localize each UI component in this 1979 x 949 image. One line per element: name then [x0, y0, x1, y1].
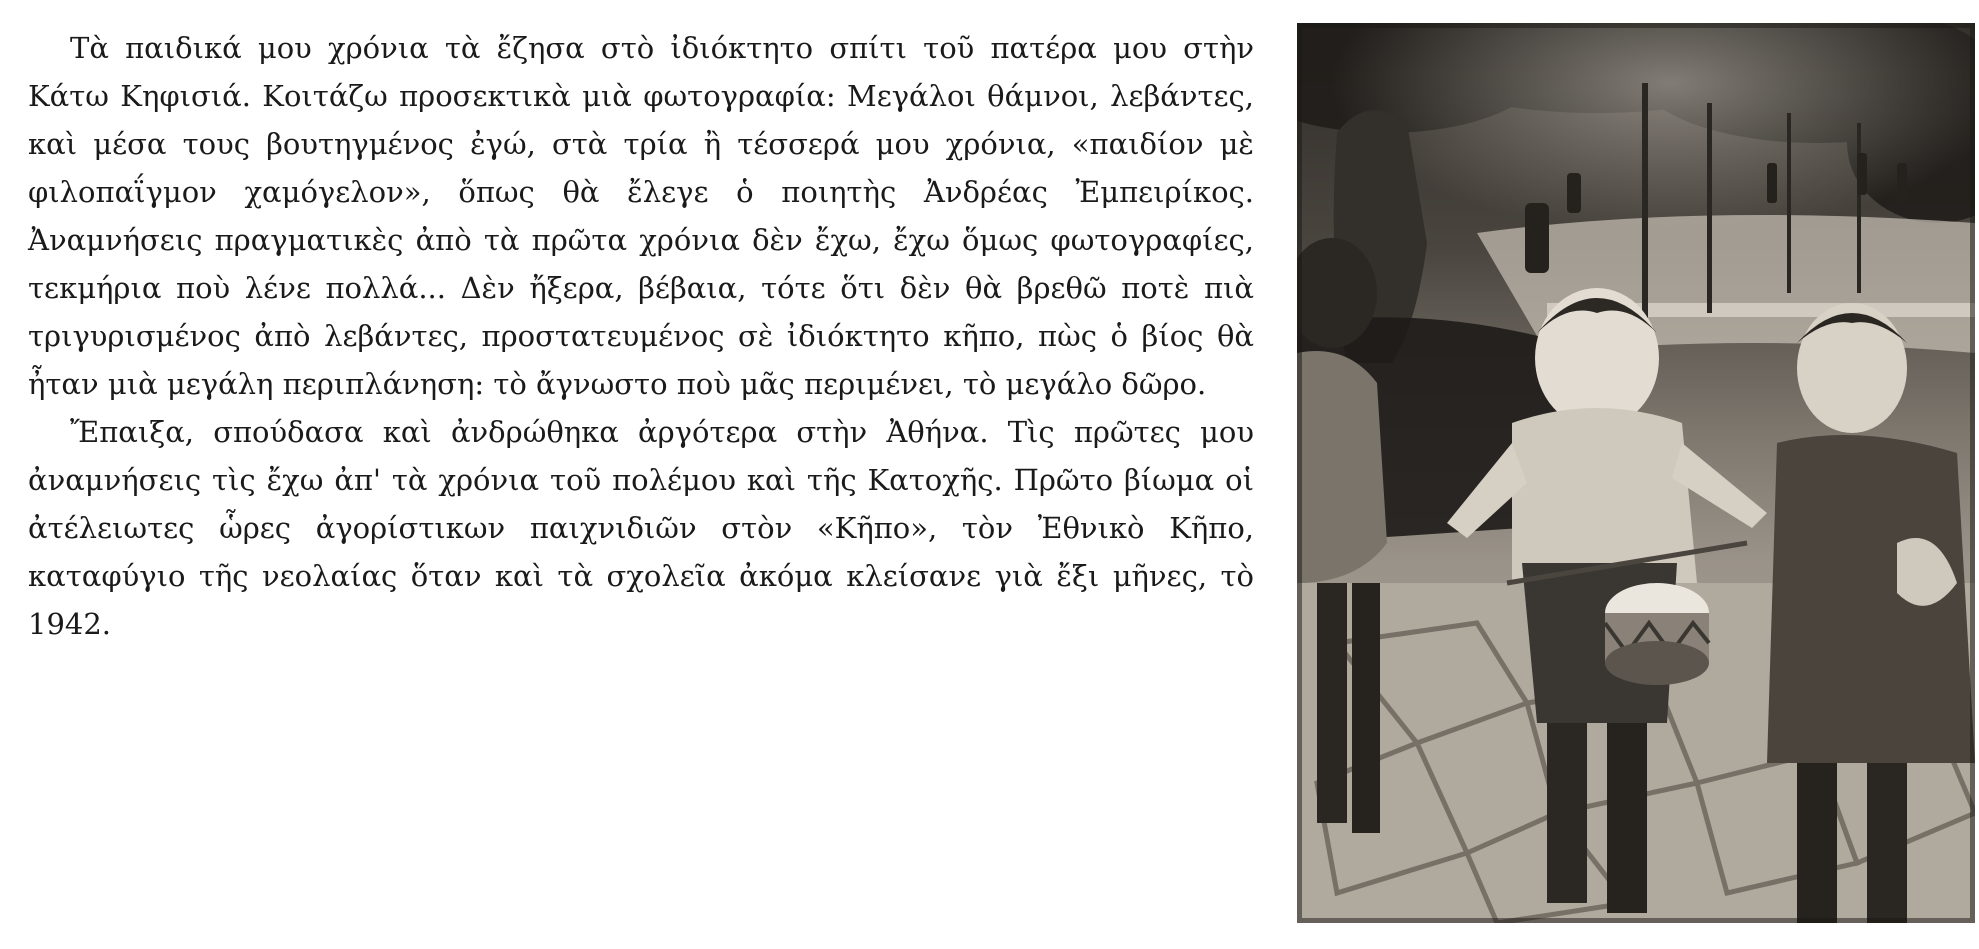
childhood-photograph — [1297, 23, 1975, 923]
sepia-photo-of-children-playing — [1297, 23, 1975, 923]
text-column — [28, 24, 1254, 648]
paragraph-2: Ἔπαιξα, σπούδασα καὶ ἀνδρώθηκα ἀργότερα στὴν Ἀθήνα. Τὶς πρῶτες μου ἀναμνήσεις τὶς ἔχω ἀπ' τὰ χρόνια τοῦ πολέμου καὶ τῆς Κατοχῆς. Πρῶτο βίωμα οἱ ἀτέλειωτες ὧρες ἀγορίστικων παιχνιδιῶν στὸν «Κῆπο», τὸν Ἐθνικὸ Κῆπο, καταφύγιο τῆς νεολαίας ὅταν καὶ τὰ σχολεῖα ἀκόμα κλείσανε γιὰ ἔξι μῆνες, τὸ 1942. — [28, 415, 1254, 641]
paragraph-1: Τὰ παιδικά μου χρόνια τὰ ἔζησα στὸ ἰδιόκτητο σπίτι τοῦ πατέρα μου στὴν Κάτω Κηφισιά. Κοιτάζω προσεκτικὰ μιὰ φωτογραφία: Μεγάλοι θάμνοι, λεβάντες, καὶ μέσα τους βουτηγμένος ἐγώ, στὰ τρία ἢ τέσσερά μου χρόνια, «παιδίον μὲ φιλοπαΐγμον χαμόγελον», ὅπως θὰ ἔλεγε ὁ ποιητὴς Ἀνδρέας Ἐμπειρίκος. Ἀναμνήσεις πραγματικὲς ἀπὸ τὰ πρῶτα χρόνια δὲν ἔχω, ἔχω ὅμως φωτογραφίες, τεκμήρια ποὺ λένε πολλά... Δὲν ἤξερα, βέβαια, τότε ὅτι δὲν θὰ βρεθῶ ποτὲ πιὰ τριγυρισμένος ἀπὸ λεβάντες, προστατευμένος σὲ ἰδιόκτητο κῆπο, πὼς ὁ βίος θὰ ἦταν μιὰ μεγάλη περιπλάνηση: τὸ ἄγνωστο ποὺ μᾶς περιμένει, τὸ μεγάλο δῶρο. — [28, 31, 1254, 401]
